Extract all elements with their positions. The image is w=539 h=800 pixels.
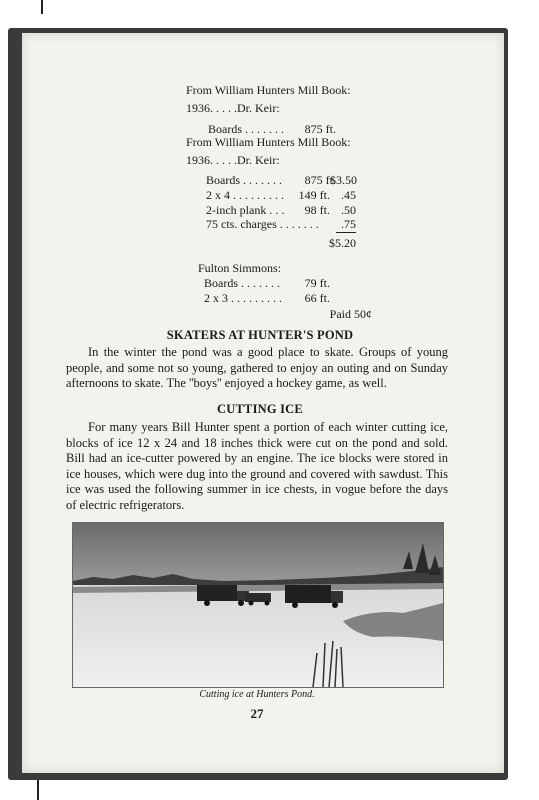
skaters-heading: SKATERS AT HUNTER'S POND (166, 328, 354, 342)
ledger-date-2: 1936. . . . .Dr. Keir: (186, 153, 280, 167)
ledger-total: $5.20 (329, 236, 356, 250)
customer-line-label: 2 x 3 . . . . . . . . . (204, 291, 282, 305)
customer-line-qty: 79 ft. (304, 276, 330, 290)
scan-mark-top (41, 0, 43, 14)
ledger-line-price: .45 (341, 188, 356, 202)
ledger-line-label: Boards . . . . . . . (206, 173, 282, 187)
ledger-source-1: From William Hunters Mill Book: (186, 83, 351, 97)
ledger-line-qty: 875 ft. (304, 173, 336, 187)
ledger-line-qty: 149 ft. (298, 188, 330, 202)
photo-illustration (73, 523, 443, 687)
ledger-paid: Paid 50¢ (329, 307, 372, 321)
customer-line-qty: 66 ft. (304, 291, 330, 305)
ledger-line-price: .75 (336, 216, 356, 233)
ledger-item-qty: 875 ft. (304, 122, 336, 136)
ledger-line-price: $3.50 (330, 173, 357, 187)
cutting-ice-text: For many years Bill Hunter spent a portion of each winter cutting ice, blocks of ice 12 x 24 and 18 inches thick were cut on the pond and sold. Bill had an ice-cutter powered by an engine. The ice blocks were stored in ice houses, which were dug into the ground and covered with sawdust. This ice was used the following summer in ice chests, in vogue before the days of electric refrigerators. (66, 420, 448, 512)
ledger-customer: Fulton Simmons: (198, 261, 282, 275)
skaters-text: In the winter the pond was a good place to skate. Groups of young people, and some not so young, gathered to enjoy an outing and on Sunday afternoons to skate. The ''boys'' enjoyed a hockey game, as well. (66, 345, 448, 390)
ledger-line-label: 2 x 4 . . . . . . . . . (206, 188, 284, 202)
ledger-line-price: .50 (341, 203, 356, 217)
page-number: 27 (250, 706, 264, 721)
customer-line-label: Boards . . . . . . . (204, 276, 280, 290)
ledger-source-2: From William Hunters Mill Book: (186, 135, 351, 149)
cutting-ice-photo (72, 522, 444, 688)
cutting-ice-paragraph (66, 420, 448, 513)
cutting-ice-heading: CUTTING ICE (217, 402, 303, 416)
ledger-line-qty: 98 ft. (304, 203, 330, 217)
photo-caption: Cutting ice at Hunters Pond. (199, 689, 315, 700)
ledger-item-label: Boards . . . . . . . (208, 122, 284, 136)
skaters-paragraph (66, 345, 448, 392)
ledger-line-label: 2-inch plank . . . (206, 203, 285, 217)
ledger-line-label: 75 cts. charges . . . . . . . (206, 217, 319, 231)
scan-mark-bottom (37, 780, 39, 800)
ledger-date-1: 1936. . . . .Dr. Keir: (186, 101, 280, 115)
